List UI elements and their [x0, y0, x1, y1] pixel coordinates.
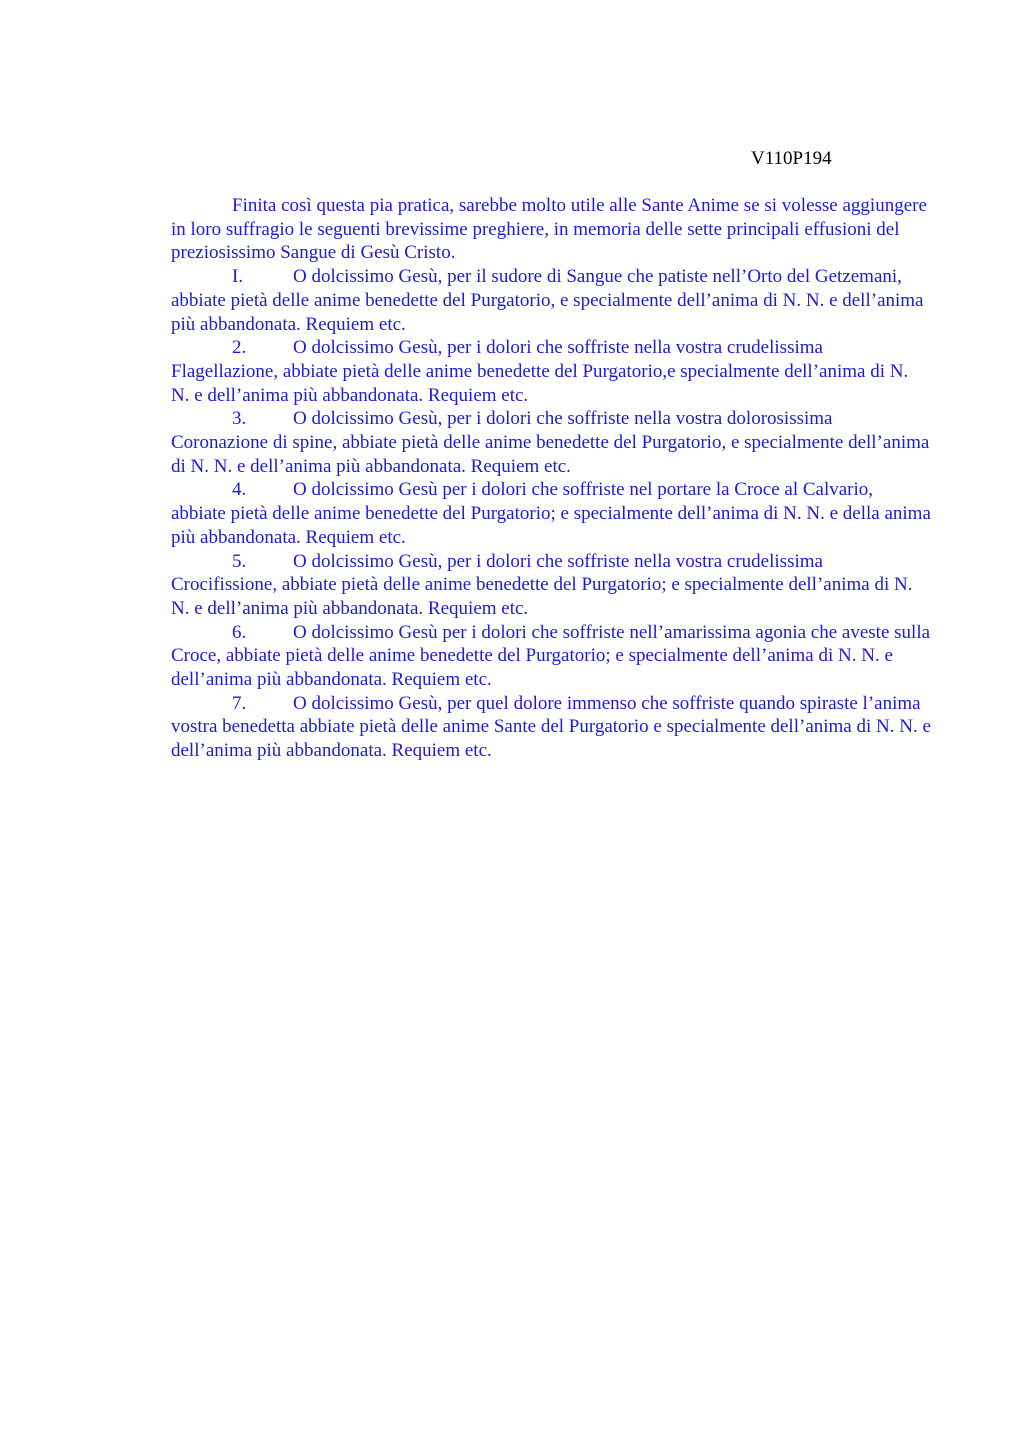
prayer-number: I. [232, 266, 244, 288]
prayer-text: O dolcissimo Gesù, per il sudore di Sangue che patiste nell’Orto del Getzemani, abbiate pietà delle anime benedette del Purgatorio, e specialmente dell’anima di N. N. e dell’anima più abbandonata. Requiem etc. [171, 266, 924, 335]
prayer-text: O dolcissimo Gesù per i dolori che soffriste nel portare la Croce al Calvario, abbiate pietà delle anime benedette del Purgatorio; e specialmente dell’anima di N. N. e della anima più abbandonata. Requiem etc. [171, 479, 931, 548]
prayer-number: 5. [232, 550, 247, 572]
prayer-item-2 [171, 336, 931, 407]
prayer-item-1 [171, 265, 931, 336]
prayer-item-6 [171, 621, 931, 692]
prayer-text: O dolcissimo Gesù, per quel dolore immenso che soffriste quando spiraste l’anima vostra benedetta abbiate pietà delle anime Sante del Purgatorio e specialmente dell’anima di N. N. e dell’anima più abbandonata. Requiem etc. [171, 692, 931, 762]
prayer-number: 7. [232, 692, 247, 714]
intro-paragraph: Finita così questa pia pratica, sarebbe molto utile alle Sante Anime se si volesse aggiungere in loro suffragio le seguenti brevissime preghiere, in memoria delle sette principali effusioni del preziosissimo Sangue di Gesù Cristo. [171, 195, 927, 264]
prayer-text: O dolcissimo Gesù, per i dolori che soffriste nella vostra crudelissima Flagellazione, abbiate pietà delle anime benedette del Purgatorio,e specialmente dell’anima di N. N. e dell’anima più abbandonata. Requiem etc. [171, 337, 909, 406]
prayer-item-3 [171, 407, 931, 478]
prayer-number: 6. [232, 621, 247, 643]
document-body [171, 194, 931, 763]
prayer-item-4 [171, 478, 931, 549]
prayer-text: O dolcissimo Gesù per i dolori che soffriste nell’amarissima agonia che aveste sulla Croce, abbiate pietà delle anime benedette del Purgatorio; e specialmente dell’anima di N. N. e dell’anima più abbandonata. Requiem etc. [171, 621, 931, 691]
prayer-text: O dolcissimo Gesù, per i dolori che soffriste nella vostra dolorosissima Coronazione di spine, abbiate pietà delle anime benedette del Purgatorio, e specialmente dell’anima di N. N. e dell’anima più abbandonata. Requiem etc. [171, 408, 930, 477]
prayer-text: O dolcissimo Gesù, per i dolori che soffriste nella vostra crudelissima Crocifissione, abbiate pietà delle anime benedette del Purgatorio; e specialmente dell’anima di N. N. e dell’anima più abbandonata. Requiem etc. [171, 550, 913, 619]
prayer-item-7 [171, 692, 931, 763]
prayer-number: 4. [232, 479, 247, 501]
prayer-number: 2. [232, 337, 247, 359]
prayer-number: 3. [232, 408, 247, 430]
page-reference: V110P194 [751, 148, 832, 169]
prayer-item-5 [171, 550, 931, 621]
